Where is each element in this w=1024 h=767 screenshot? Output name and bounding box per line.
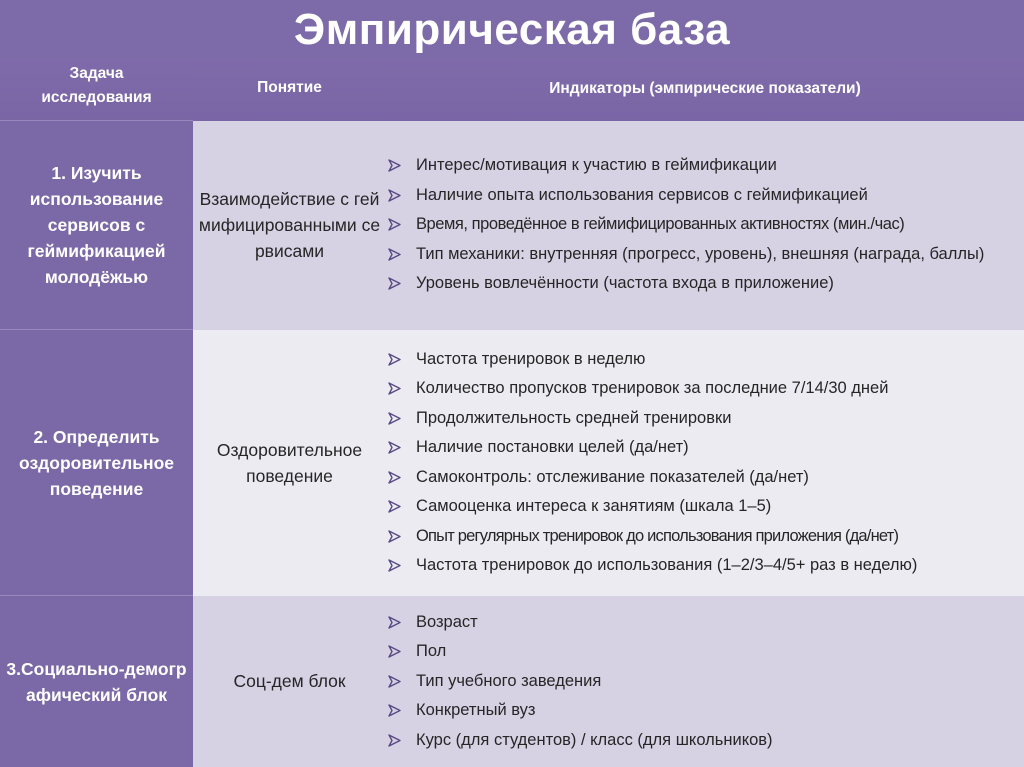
arrow-bullet-icon	[388, 608, 406, 637]
list-item: Конкретный вуз	[386, 696, 1024, 726]
list-item: Частота тренировок до использования (1–2/3–4/5+ раз в неделю)	[386, 551, 1024, 581]
table-header-row	[0, 58, 1024, 121]
list-item: Уровень вовлечённости (частота входа в приложение)	[386, 269, 1024, 299]
arrow-bullet-icon	[388, 522, 406, 551]
indicators-cell-2	[386, 330, 1024, 596]
list-item: Количество пропусков тренировок за последние 7/14/30 дней	[386, 374, 1024, 404]
indicator-list-3	[386, 608, 1024, 756]
concept-cell-2	[193, 330, 386, 596]
list-item: Самооценка интереса к занятиям (шкала 1–5)	[386, 492, 1024, 522]
task-cell-2	[0, 330, 193, 596]
list-item: Частота тренировок в неделю	[386, 345, 1024, 375]
task-text: 2. Определить оздоровительное поведение	[18, 426, 175, 499]
task-text: 1. Изучить использование сервисов с геймификацией молодёжью	[27, 163, 166, 287]
arrow-bullet-icon	[388, 463, 406, 492]
task-text: 3.Социально-демографический блок	[6, 658, 187, 705]
table-row	[0, 596, 1024, 767]
concept-text: Соц-дем блок	[233, 671, 346, 692]
arrow-bullet-icon	[388, 151, 406, 180]
list-item: Интерес/мотивация к участию в геймификации	[386, 151, 1024, 181]
list-item: Продолжительность средней тренировки	[386, 404, 1024, 434]
arrow-bullet-icon	[388, 404, 406, 433]
header-task: Задача исследования	[0, 58, 193, 121]
task-cell-1	[0, 121, 193, 330]
list-item: Наличие постановки целей (да/нет)	[386, 433, 1024, 463]
concept-cell-1	[193, 121, 386, 330]
indicators-cell-1	[386, 121, 1024, 330]
arrow-bullet-icon	[388, 551, 406, 580]
task-cell-3	[0, 596, 193, 767]
arrow-bullet-icon	[388, 181, 406, 210]
arrow-bullet-icon	[388, 210, 406, 239]
list-item: Возраст	[386, 608, 1024, 638]
arrow-bullet-icon	[388, 345, 406, 374]
list-item: Наличие опыта использования сервисов с геймификацией	[386, 181, 1024, 211]
indicator-list-2	[386, 345, 1024, 581]
header-indicators: Индикаторы (эмпирические показатели)	[386, 58, 1024, 121]
concept-text: Взаимодействие с геймифицированными сервисами	[198, 189, 381, 261]
concept-cell-3	[193, 596, 386, 767]
list-item: Пол	[386, 637, 1024, 667]
slide-title: Эмпирическая база	[293, 5, 731, 54]
empirical-base-table	[0, 58, 1024, 767]
indicators-cell-3	[386, 596, 1024, 767]
arrow-bullet-icon	[388, 433, 406, 462]
arrow-bullet-icon	[388, 726, 406, 755]
arrow-bullet-icon	[388, 240, 406, 269]
list-item: Тип механики: внутренняя (прогресс, уровень), внешняя (награда, баллы)	[386, 240, 1024, 270]
table-row	[0, 330, 1024, 596]
arrow-bullet-icon	[388, 374, 406, 403]
list-item: Время, проведённое в геймифицированных активностях (мин./час)	[386, 210, 1024, 240]
arrow-bullet-icon	[388, 696, 406, 725]
list-item: Курс (для студентов) / класс (для школьников)	[386, 726, 1024, 756]
arrow-bullet-icon	[388, 637, 406, 666]
concept-text: Оздоровительное поведение	[216, 439, 363, 486]
list-item: Опыт регулярных тренировок до использования приложения (да/нет)	[386, 522, 1024, 552]
arrow-bullet-icon	[388, 667, 406, 696]
list-item: Тип учебного заведения	[386, 667, 1024, 697]
arrow-bullet-icon	[388, 492, 406, 521]
table-row	[0, 121, 1024, 330]
arrow-bullet-icon	[388, 269, 406, 298]
header-concept: Понятие	[193, 58, 386, 121]
list-item: Самоконтроль: отслеживание показателей (да/нет)	[386, 463, 1024, 493]
indicator-list-1	[386, 151, 1024, 299]
